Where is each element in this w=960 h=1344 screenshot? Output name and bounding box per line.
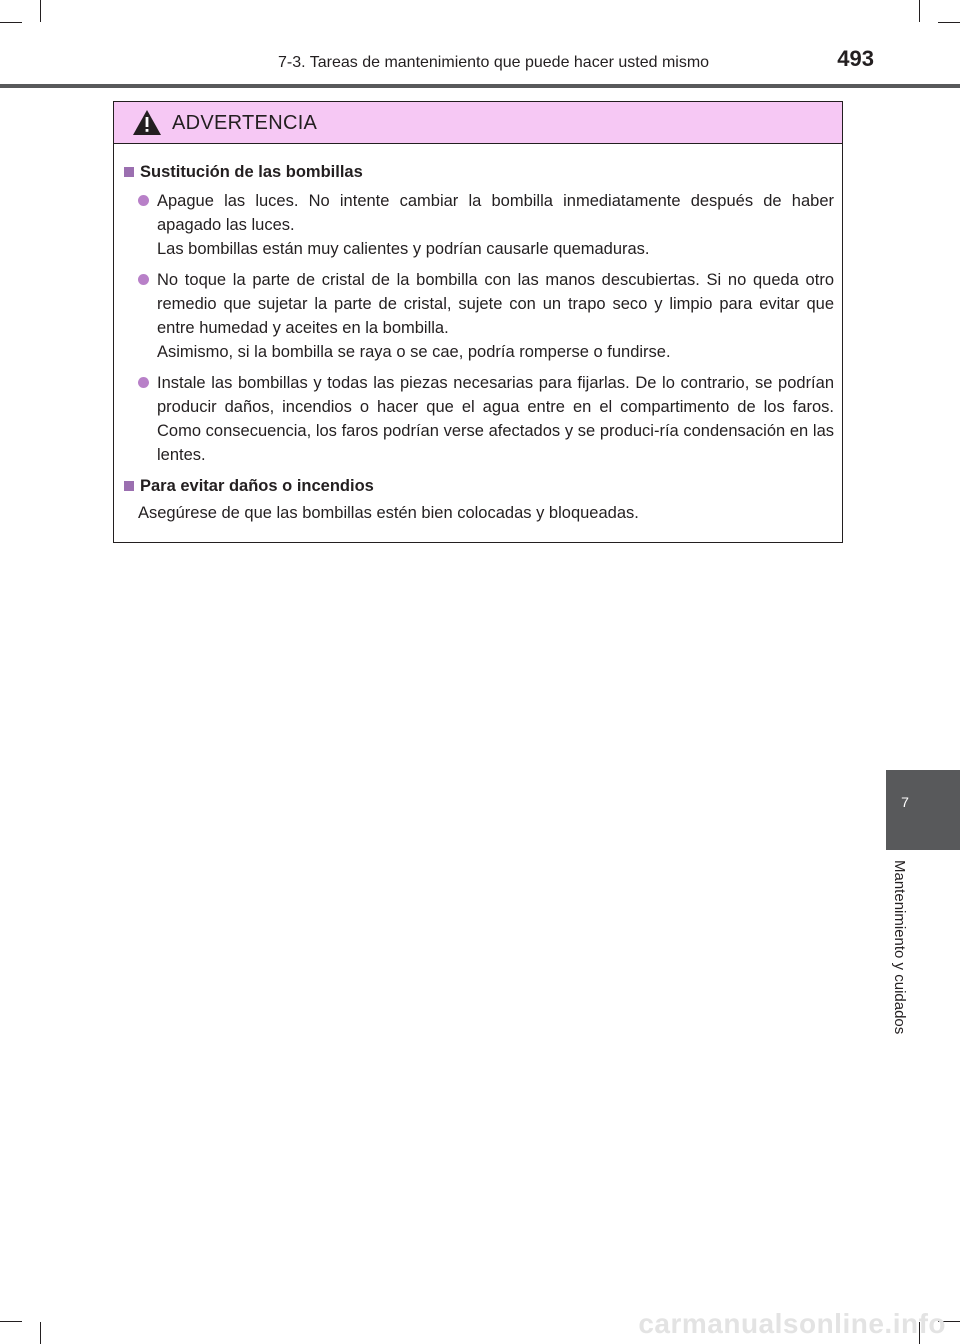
crop-mark	[938, 22, 960, 23]
crop-mark	[919, 0, 920, 22]
crop-mark	[0, 1321, 22, 1322]
section-heading	[124, 474, 834, 498]
list-item	[124, 268, 834, 364]
warning-title: ADVERTENCIA	[172, 112, 318, 134]
crop-mark	[0, 22, 22, 23]
page-number: 493	[837, 46, 874, 71]
paragraph: Las bombillas están muy calientes y podrían causarle quemaduras.	[157, 240, 650, 258]
paragraph: Asimismo, si la bombilla se raya o se cae, podría romperse o fundirse.	[157, 343, 671, 361]
header-rule	[0, 84, 960, 88]
watermark: carmanualsonline.info	[638, 1308, 946, 1339]
paragraph: No toque la parte de cristal de la bombilla con las manos descubiertas. Si no queda otro remedio que sujetar la parte de cristal, sujete con un trapo seco y limpio para evitar que entre humedad y aceites en la bombilla.	[157, 271, 834, 337]
paragraph: Asegúrese de que las bombillas estén bien colocadas y bloqueadas.	[138, 504, 639, 522]
paragraph: Instale las bombillas y todas las piezas necesarias para fijarlas. De lo contrario, se podrían producir daños, incendios o hacer que el agua entre en el compartimento de los faros. Como consecuencia, los faros podrían verse afectados y se produci-ría condensación en las lentes.	[157, 374, 834, 464]
round-bullet-icon	[138, 377, 149, 388]
round-bullet-icon	[138, 274, 149, 285]
section-bulb-replacement	[124, 160, 834, 467]
warning-box	[113, 101, 843, 543]
chapter-number: 7	[901, 794, 909, 810]
list-item-text	[157, 268, 834, 364]
warning-body	[114, 144, 842, 525]
chapter-tab[interactable]	[886, 770, 960, 850]
crop-mark	[40, 1322, 41, 1344]
square-bullet-icon	[124, 167, 134, 177]
warning-header	[114, 102, 842, 144]
list-item-text	[157, 189, 834, 261]
list-item	[124, 371, 834, 467]
section-heading-text: Para evitar daños o incendios	[140, 477, 374, 495]
section-heading-text: Sustitución de las bombillas	[140, 163, 363, 181]
paragraph: Apague las luces. No intente cambiar la bombilla inmediatamente después de haber apagado las luces.	[157, 192, 834, 234]
crop-mark	[40, 0, 41, 22]
round-bullet-icon	[138, 195, 149, 206]
square-bullet-icon	[124, 481, 134, 491]
list-item-text	[157, 371, 834, 467]
chapter-label: Mantenimiento y cuidados	[891, 860, 908, 1035]
running-header: 7-3. Tareas de mantenimiento que puede hacer usted mismo	[278, 54, 710, 71]
section-fire-prevention	[124, 474, 834, 525]
warning-triangle-icon	[132, 109, 162, 136]
section-heading	[124, 160, 834, 184]
list-item	[124, 189, 834, 261]
